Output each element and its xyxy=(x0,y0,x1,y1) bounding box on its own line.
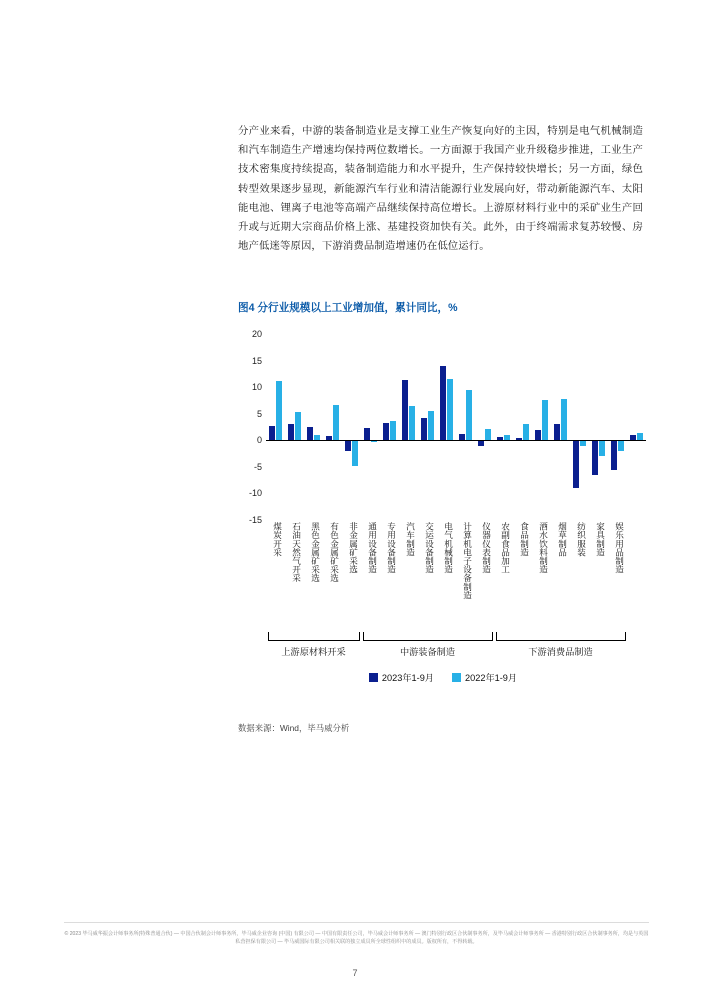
bar xyxy=(592,440,598,475)
category-label: 烟草制品 xyxy=(557,522,568,557)
bar-group xyxy=(285,334,304,520)
bar-group xyxy=(532,334,551,520)
bar-group xyxy=(323,334,342,520)
bar-group xyxy=(513,334,532,520)
legend-item xyxy=(452,673,517,683)
category-label: 交运设备制造 xyxy=(424,522,435,574)
segment-rule xyxy=(268,640,359,641)
category-label: 仪器仪表制造 xyxy=(481,522,492,574)
category-label: 食品制造 xyxy=(519,522,530,557)
bar xyxy=(523,424,529,440)
bar xyxy=(599,440,605,456)
bar xyxy=(485,429,491,441)
bar-group xyxy=(570,334,589,520)
bar-group xyxy=(551,334,570,520)
legend-label: 2023年1-9月 xyxy=(381,673,434,683)
segment-rule xyxy=(363,640,492,641)
category-label: 计算机电子设备制造 xyxy=(462,522,473,600)
legend-label: 2022年1-9月 xyxy=(465,673,518,683)
segment-tick xyxy=(492,632,493,641)
bar xyxy=(352,440,358,466)
bar xyxy=(447,379,453,440)
bar xyxy=(561,399,567,440)
bar-group xyxy=(266,334,285,520)
bar-group xyxy=(475,334,494,520)
category-label: 汽车制造 xyxy=(405,522,416,557)
y-tick-label: 0 xyxy=(256,435,262,446)
y-tick-label: 20 xyxy=(251,329,262,339)
segment-tick xyxy=(359,632,360,641)
bar-group xyxy=(399,334,418,520)
figure-title: 图4 分行业规模以上工业增加值，累计同比，% xyxy=(238,302,458,314)
category-label: 农副食品加工 xyxy=(500,522,511,574)
bar xyxy=(390,421,396,440)
bar xyxy=(554,424,560,440)
footer-text: © 2023 毕马威华振会计师事务所(特殊普通合伙) — 中国合伙制会计师事务所，毕马威企业咨询 (中国) 有限公司 — 中国有限责任公司，毕马威会计师事务所 — 澳门特别行政区合伙制事务所，及毕马威会计师事务所 — 香港特别行政区合伙制事务所，均是与英国私营担保有限公司 — 毕马威国际有限公司相关联的独立成员所全球性组织中的成员。版权所有，不得转载。 xyxy=(64,931,649,945)
bar xyxy=(573,440,579,488)
bar xyxy=(421,418,427,440)
bar xyxy=(364,428,370,440)
bar xyxy=(307,427,313,440)
category-label: 电气机械制造 xyxy=(443,522,454,574)
bar xyxy=(288,424,294,440)
category-label: 专用设备制造 xyxy=(386,522,397,574)
bar xyxy=(428,411,434,441)
category-labels xyxy=(266,522,646,642)
bar xyxy=(618,440,624,451)
chart-figure xyxy=(238,322,648,722)
bar-group xyxy=(418,334,437,520)
segment-label: 中游装备制造 xyxy=(399,647,456,657)
category-label: 非金属矿采选 xyxy=(348,522,359,574)
bar xyxy=(295,412,301,440)
segment-tick xyxy=(496,632,497,641)
y-tick-label: -15 xyxy=(248,515,262,525)
bar-group xyxy=(589,334,608,520)
y-tick-label: -5 xyxy=(253,461,262,472)
bar xyxy=(333,405,339,440)
y-tick-label: 15 xyxy=(251,355,262,366)
bar xyxy=(409,406,415,441)
category-label: 娱乐用品制造 xyxy=(614,522,625,574)
bar xyxy=(542,400,548,440)
bar xyxy=(345,440,351,451)
category-label: 纺织服装 xyxy=(576,522,587,557)
legend-item xyxy=(369,673,434,683)
zero-axis-line xyxy=(266,440,646,441)
bar-group xyxy=(342,334,361,520)
bar xyxy=(637,433,643,440)
segment-tick xyxy=(363,632,364,641)
category-label: 酒水饮料制造 xyxy=(538,522,549,574)
bar-group xyxy=(304,334,323,520)
bar xyxy=(440,366,446,440)
bar xyxy=(611,440,617,469)
category-label: 通用设备制造 xyxy=(367,522,378,574)
category-label: 煤炭开采 xyxy=(272,522,283,557)
segment-label: 上游原材料开采 xyxy=(281,647,346,657)
chart-legend xyxy=(238,670,648,684)
bar-group xyxy=(627,334,646,520)
category-label: 石油天然气开采 xyxy=(291,522,302,583)
segment-rule xyxy=(496,640,625,641)
y-tick-label: 10 xyxy=(251,382,262,393)
bar-group xyxy=(456,334,475,520)
chart-bars xyxy=(266,334,646,520)
category-label: 有色金属矿采选 xyxy=(329,522,340,583)
bar xyxy=(383,423,389,441)
legend-swatch xyxy=(452,673,461,682)
bar-group xyxy=(494,334,513,520)
bar xyxy=(402,380,408,441)
bar-group xyxy=(380,334,399,520)
segment-label: 下游消费品制造 xyxy=(528,647,593,657)
segment-tick xyxy=(625,632,626,641)
bar xyxy=(466,390,472,440)
category-label: 黑色金属矿采选 xyxy=(310,522,321,583)
category-label: 家具制造 xyxy=(595,522,606,557)
page-number: 7 xyxy=(352,968,358,978)
bar xyxy=(276,381,282,441)
bar-group xyxy=(608,334,627,520)
bar-group xyxy=(361,334,380,520)
bar-group xyxy=(437,334,456,520)
body-paragraph: 分产业来看，中游的装备制造业是支撑工业生产恢复向好的主因，特别是电气机械制造和汽车制造生产增速均保持两位数增长。一方面源于我国产业升级稳步推进，工业生产技术密集度持续提高，装备制造能力和水平提升，生产保持较快增长；另一方面，绿色转型效果逐步显现，新能源汽车行业和清洁能源行业发展向好，带动新能源汽车、太阳能电池、锂离子电池等高端产品继续保持高位增长。上游原材料行业中的采矿业生产回升或与近期大宗商品价格上涨、基建投资加快有关。此外，由于终端需求复苏较慢、房地产低迷等原因，下游消费品制造增速仍在低位运行。 xyxy=(238,126,643,253)
y-tick-label: 5 xyxy=(256,408,262,419)
legend-swatch xyxy=(369,673,378,682)
bar xyxy=(535,430,541,441)
bar xyxy=(269,426,275,440)
chart-plot xyxy=(248,329,646,525)
source-note: 数据来源：Wind，毕马威分析 xyxy=(238,723,350,733)
footer-divider xyxy=(64,922,649,923)
y-tick-label: -10 xyxy=(248,488,262,499)
segment-tick xyxy=(268,632,269,641)
